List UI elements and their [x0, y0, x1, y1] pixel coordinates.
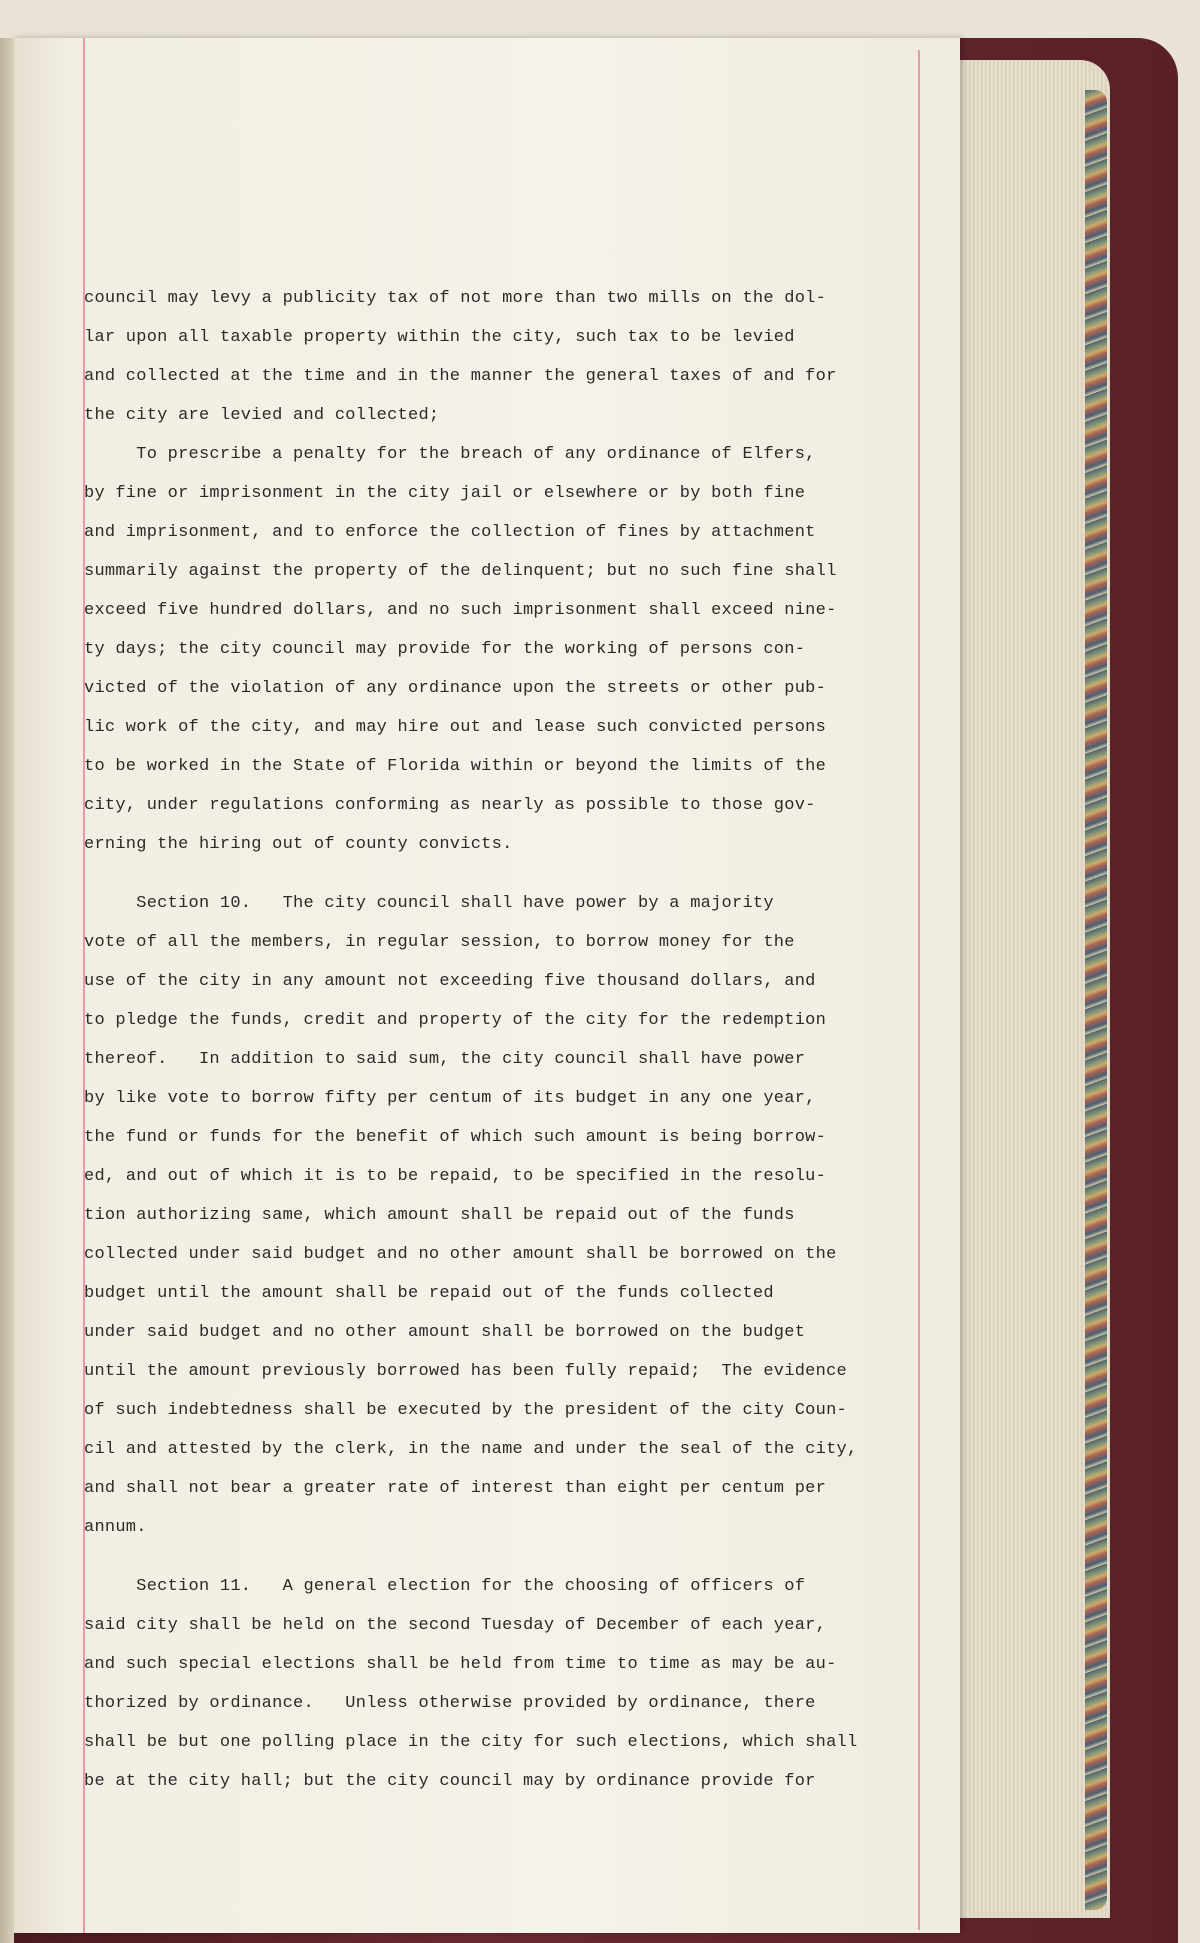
text-line: tion authorizing same, which amount shall be repaid out of the funds	[84, 1206, 795, 1225]
text-line: the fund or funds for the benefit of which such amount is being borrow-	[84, 1128, 827, 1147]
text-line: the city are levied and collected;	[84, 406, 440, 425]
text-line: shall be but one polling place in the city for such elections, which shall	[84, 1733, 858, 1752]
text-line: budget until the amount shall be repaid out of the funds collected	[84, 1284, 774, 1303]
text-line: Section 11. A general election for the choosing of officers of	[84, 1577, 806, 1596]
text-line: vote of all the members, in regular session, to borrow money for the	[84, 933, 795, 952]
text-line: city, under regulations conforming as nearly as possible to those gov-	[84, 796, 816, 815]
text-line: erning the hiring out of county convicts.	[84, 835, 513, 854]
marbled-page-edge	[1085, 90, 1107, 1910]
text-line: victed of the violation of any ordinance upon the streets or other pub-	[84, 679, 827, 698]
text-line: to pledge the funds, credit and property of the city for the redemption	[84, 1011, 827, 1030]
text-line: lar upon all taxable property within the city, such tax to be levied	[84, 328, 795, 347]
text-line: by like vote to borrow fifty per centum of its budget in any one year,	[84, 1089, 816, 1108]
text-line: annum.	[84, 1518, 147, 1537]
text-line: thereof. In addition to said sum, the city council shall have power	[84, 1050, 806, 1069]
text-line: council may levy a publicity tax of not more than two mills on the dol-	[84, 289, 827, 308]
book-gutter	[0, 38, 14, 1943]
text-line: of such indebtedness shall be executed by the president of the city Coun-	[84, 1401, 847, 1420]
text-line: said city shall be held on the second Tuesday of December of each year,	[84, 1616, 827, 1635]
right-margin-rule	[918, 50, 920, 1930]
text-line: by fine or imprisonment in the city jail or elsewhere or by both fine	[84, 484, 806, 503]
text-line: thorized by ordinance. Unless otherwise provided by ordinance, there	[84, 1694, 816, 1713]
text-line: ed, and out of which it is to be repaid, to be specified in the resolu-	[84, 1167, 827, 1186]
text-line: under said budget and no other amount shall be borrowed on the budget	[84, 1323, 806, 1342]
text-line: and shall not bear a greater rate of interest than eight per centum per	[84, 1479, 827, 1498]
text-line: until the amount previously borrowed has been fully repaid; The evidence	[84, 1362, 847, 1381]
text-line: cil and attested by the clerk, in the name and under the seal of the city,	[84, 1440, 858, 1459]
text-line: ty days; the city council may provide for the working of persons con-	[84, 640, 806, 659]
text-line: lic work of the city, and may hire out and lease such convicted persons	[84, 718, 827, 737]
text-line: and imprisonment, and to enforce the collection of fines by attachment	[84, 523, 816, 542]
text-line: exceed five hundred dollars, and no such imprisonment shall exceed nine-	[84, 601, 837, 620]
text-line: to be worked in the State of Florida within or beyond the limits of the	[84, 757, 827, 776]
text-line: and collected at the time and in the manner the general taxes of and for	[84, 367, 837, 386]
text-line: and such special elections shall be held from time to time as may be au-	[84, 1655, 837, 1674]
text-line: collected under said budget and no other amount shall be borrowed on the	[84, 1245, 837, 1264]
text-line: To prescribe a penalty for the breach of any ordinance of Elfers,	[84, 445, 816, 464]
text-line: be at the city hall; but the city council may by ordinance provide for	[84, 1772, 816, 1791]
text-line: Section 10. The city council shall have power by a majority	[84, 894, 774, 913]
text-line: use of the city in any amount not exceeding five thousand dollars, and	[84, 972, 816, 991]
text-line: summarily against the property of the delinquent; but no such fine shall	[84, 562, 837, 581]
